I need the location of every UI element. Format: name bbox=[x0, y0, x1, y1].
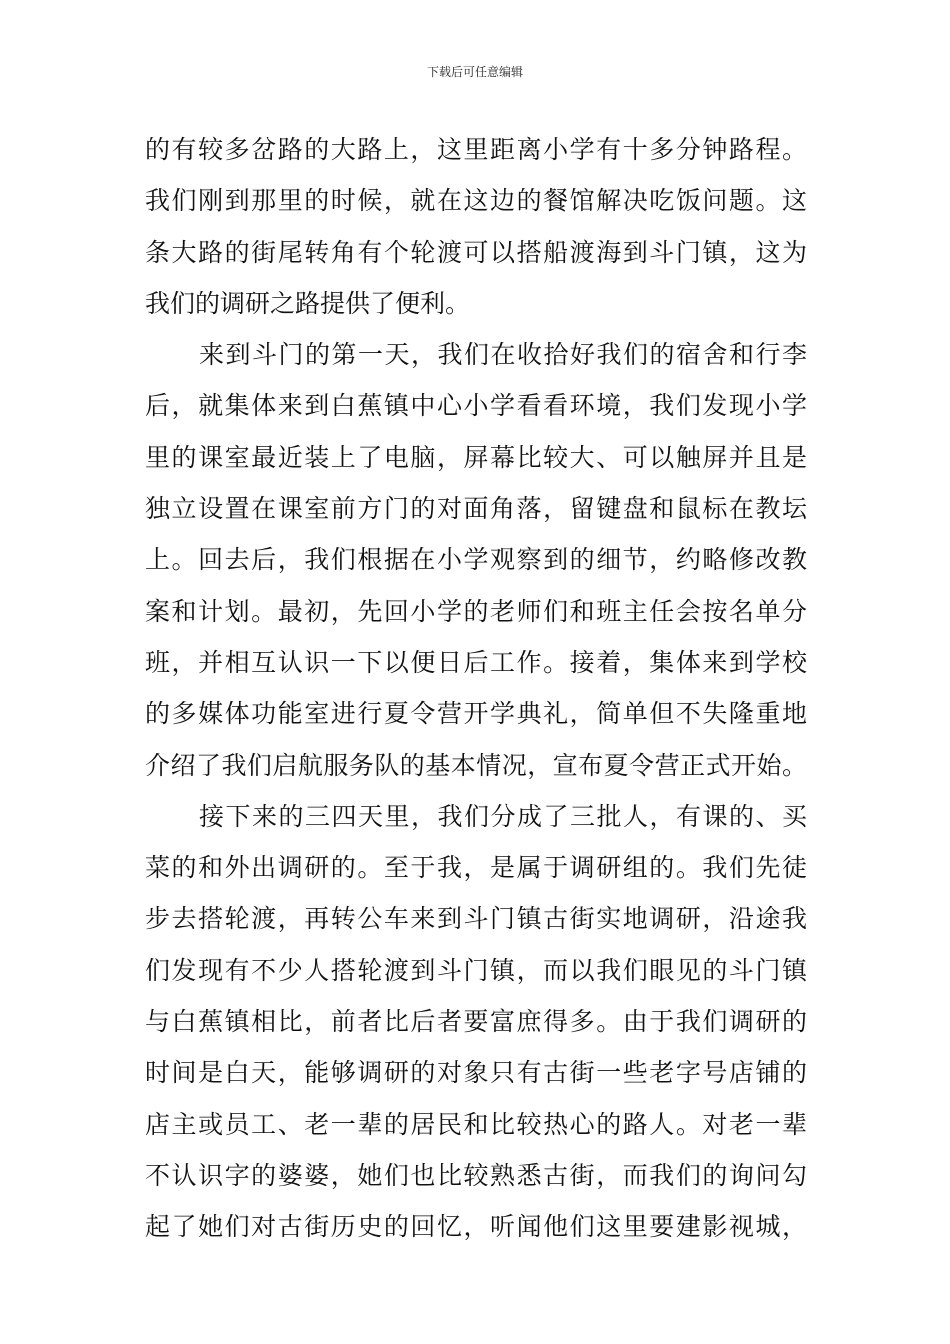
text-line: 菜的和外出调研的。至于我，是属于调研组的。我们先徒 bbox=[145, 853, 807, 883]
paragraph-1 bbox=[145, 124, 807, 329]
text-line: 班，并相互认识一下以便日后工作。接着，集体来到学校 bbox=[145, 647, 807, 677]
text-line: 时间是白天，能够调研的对象只有古街一些老字号店铺的 bbox=[145, 1058, 807, 1088]
text-line: 步去搭轮渡，再转公车来到斗门镇古街实地调研，沿途我 bbox=[145, 904, 807, 934]
text-line: 条大路的街尾转角有个轮渡可以搭船渡海到斗门镇，这为 bbox=[145, 237, 807, 267]
text-line: 店主或员工、老一辈的居民和比较热心的路人。对老一辈 bbox=[145, 1109, 807, 1139]
paragraph-3 bbox=[145, 791, 807, 1253]
text-line: 与白蕉镇相比，前者比后者要富庶得多。由于我们调研的 bbox=[145, 1007, 807, 1037]
text-line: 的有较多岔路的大路上，这里距离小学有十多分钟路程。 bbox=[145, 135, 807, 164]
text-line: 们发现有不少人搭轮渡到斗门镇，而以我们眼见的斗门镇 bbox=[145, 955, 807, 985]
text-line: 不认识字的婆婆，她们也比较熟悉古街，而我们的询问勾 bbox=[145, 1160, 807, 1190]
text-line: 我们的调研之路提供了便利。 bbox=[145, 288, 471, 318]
text-line: 里的课室最近装上了电脑，屏幕比较大、可以触屏并且是 bbox=[145, 442, 807, 472]
text-line: 介绍了我们启航服务队的基本情况，宣布夏令营正式开始。 bbox=[145, 750, 807, 780]
page-header: 下载后可任意编辑 bbox=[426, 65, 523, 79]
text-line: 独立设置在课室前方门的对面角落，留键盘和鼠标在教坛 bbox=[145, 494, 807, 524]
paragraph-2 bbox=[145, 329, 807, 791]
text-line: 我们刚到那里的时候，就在这边的餐馆解决吃饭问题。这 bbox=[145, 186, 807, 216]
text-line: 来到斗门的第一天，我们在收拾好我们的宿舍和行李 bbox=[199, 340, 807, 370]
text-line: 起了她们对古街历史的回忆，听闻他们这里要建影视城， bbox=[145, 1212, 807, 1242]
document-body bbox=[145, 124, 807, 1253]
text-line: 上。回去后，我们根据在小学观察到的细节，约略修改教 bbox=[145, 545, 807, 575]
text-line: 的多媒体功能室进行夏令营开学典礼，简单但不失隆重地 bbox=[145, 699, 807, 729]
text-line: 后，就集体来到白蕉镇中心小学看看环境，我们发现小学 bbox=[145, 391, 807, 421]
text-line: 案和计划。最初，先回小学的老师们和班主任会按名单分 bbox=[145, 596, 807, 626]
text-line: 接下来的三四天里，我们分成了三批人，有课的、买 bbox=[199, 801, 807, 831]
